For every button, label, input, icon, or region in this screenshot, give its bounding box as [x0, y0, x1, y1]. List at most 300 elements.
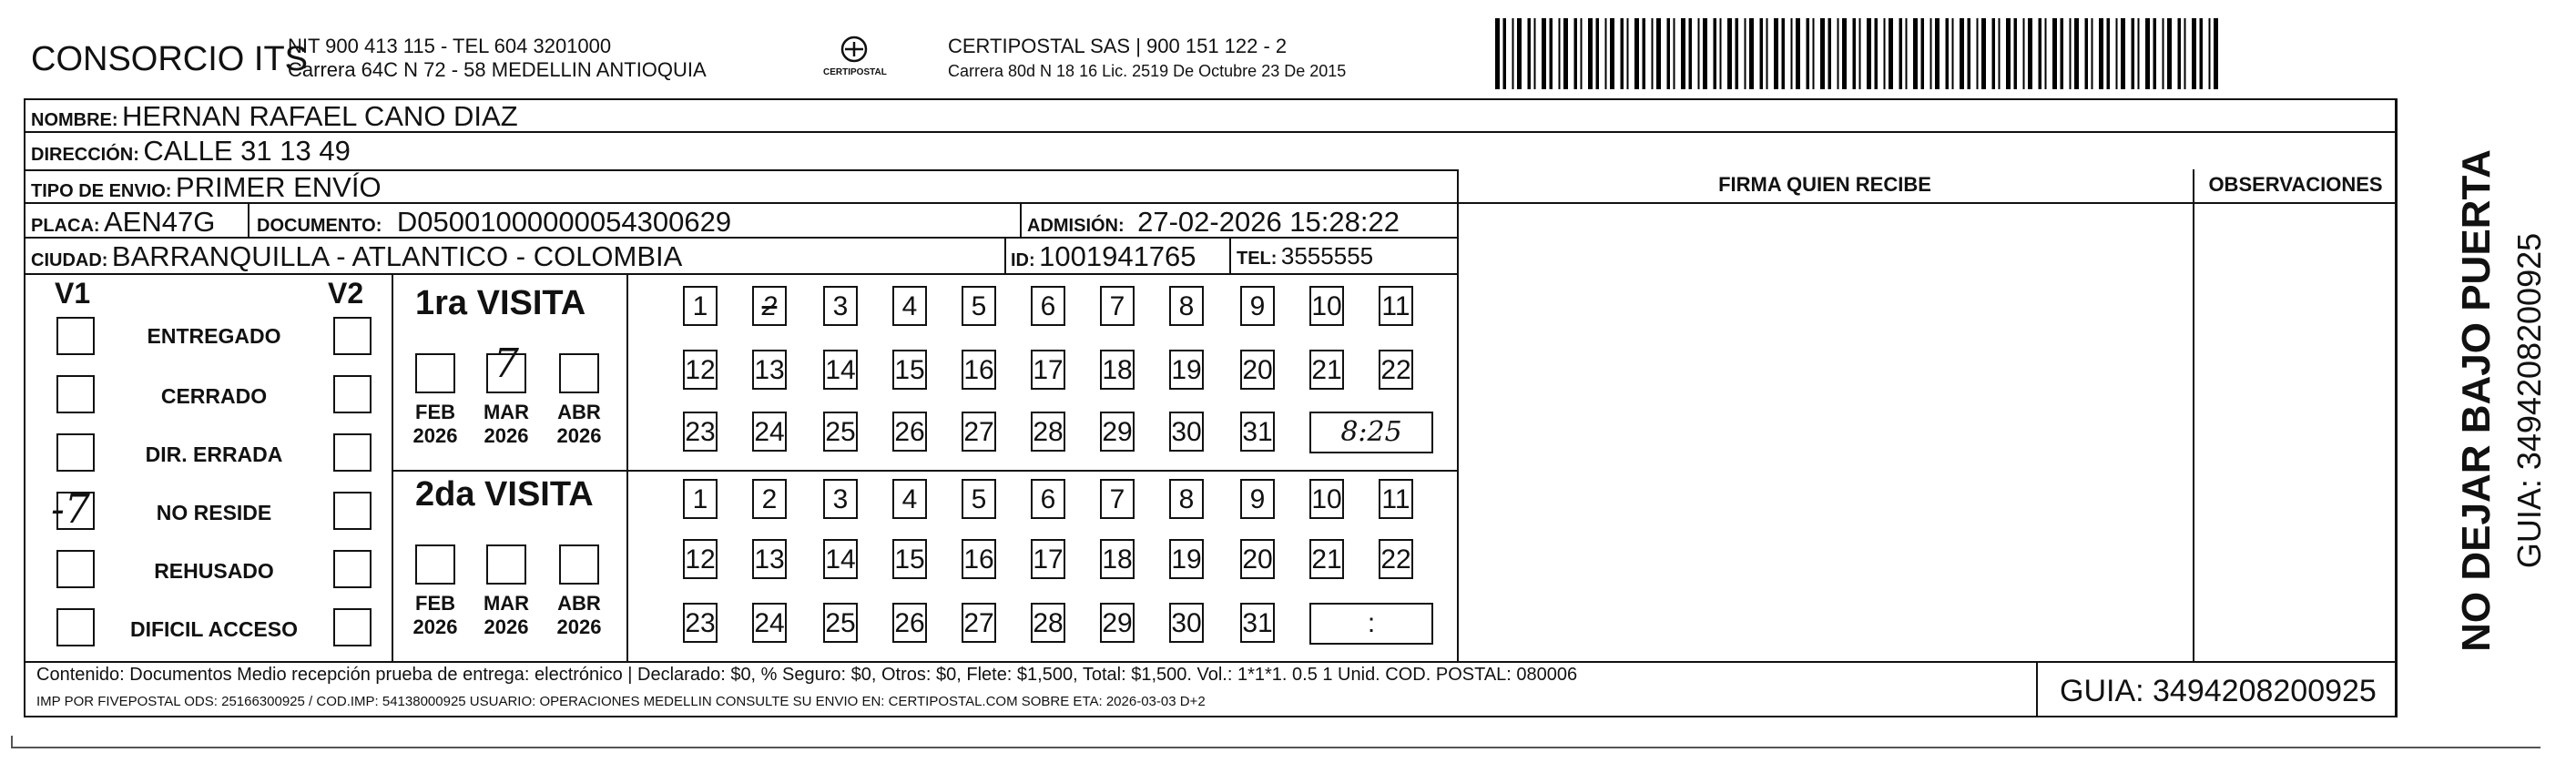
- visit2-day-number: 5: [971, 484, 987, 514]
- v1-checkbox[interactable]: [56, 317, 95, 355]
- barcode-bar: [1627, 18, 1629, 89]
- visit1-day-number: 23: [685, 417, 716, 447]
- visit2-day-number: 24: [754, 608, 785, 638]
- barcode-bar: [2070, 18, 2072, 89]
- visit2-day-number: 21: [1311, 544, 1342, 575]
- visit1-day-box[interactable]: [823, 350, 858, 390]
- plate-value: AEN47G: [104, 206, 216, 238]
- visit1-day-box[interactable]: [962, 286, 996, 326]
- visit1-month-label: [479, 401, 534, 448]
- barcode-bar: [1791, 18, 1793, 89]
- visit1-day-box[interactable]: [1100, 286, 1135, 326]
- visit2-day-box[interactable]: [1309, 539, 1344, 579]
- signature-area[interactable]: [1459, 204, 2193, 661]
- visit1-day-box[interactable]: [1379, 286, 1413, 326]
- visit2-day-number: 31: [1242, 608, 1273, 638]
- barcode-bar: [2200, 18, 2204, 89]
- visit1-day-number: 8: [1178, 291, 1195, 321]
- visit1-month-mark: 7: [494, 341, 519, 387]
- visit1-month-name: ABR: [557, 401, 601, 423]
- v2-checkbox[interactable]: [333, 550, 372, 588]
- visit1-month-checkbox[interactable]: [559, 353, 599, 393]
- visit2-day-box[interactable]: [892, 603, 927, 643]
- side-notice: NO DEJAR BAJO PUERTA: [2454, 149, 2499, 652]
- visit2-day-box[interactable]: [962, 603, 996, 643]
- barcode-bar: [1588, 18, 1593, 89]
- barcode-bar: [1559, 18, 1561, 89]
- visit2-day-box[interactable]: [1100, 603, 1135, 643]
- barcode-bar: [1621, 18, 1624, 89]
- visit2-day-number: 22: [1380, 544, 1411, 575]
- visit2-day-number: 25: [825, 608, 856, 638]
- barcode-bar: [1820, 18, 1825, 89]
- visit1-day-number: 3: [832, 291, 849, 321]
- barcode-bar: [1838, 18, 1839, 89]
- visit2-day-box[interactable]: [1169, 479, 1204, 519]
- visit2-day-number: 20: [1242, 544, 1273, 575]
- barcode-bar: [2006, 18, 2011, 89]
- visit1-day-number: 15: [894, 355, 925, 385]
- barcode-bar: [1652, 18, 1654, 89]
- barcode-bar: [2145, 18, 2150, 89]
- barcode-bar: [1643, 18, 1646, 89]
- visit2-day-box[interactable]: [1240, 479, 1275, 519]
- visit2-day-number: 9: [1249, 484, 1266, 514]
- visit1-day-box[interactable]: [1100, 350, 1135, 390]
- visit2-day-number: 16: [963, 544, 994, 575]
- barcode-bar: [1727, 18, 1732, 89]
- v1-check-mark: -7: [51, 486, 90, 533]
- visit2-month-checkbox[interactable]: [559, 544, 599, 585]
- visit2-month-checkbox[interactable]: [486, 544, 526, 585]
- visit1-day-box[interactable]: [752, 412, 787, 452]
- address-label: DIRECCIÓN:: [31, 145, 139, 165]
- barcode-bar: [2132, 18, 2135, 89]
- barcode-bar: [1935, 18, 1940, 89]
- visit2-day-number: 28: [1033, 608, 1064, 638]
- visit1-day-number: 6: [1040, 291, 1056, 321]
- barcode-bar: [2163, 18, 2164, 89]
- visit2-day-number: 11: [1381, 484, 1410, 514]
- visit1-day-number: 18: [1102, 355, 1133, 385]
- visit1-month-checkbox[interactable]: [486, 341, 526, 393]
- visit2-day-number: 18: [1102, 544, 1133, 575]
- visit2-day-number: 4: [901, 484, 918, 514]
- barcode-bar: [1842, 18, 1847, 89]
- admission-field: [1027, 206, 1400, 239]
- form-shadow: [11, 736, 2540, 748]
- visit2-title: 2da VISITA: [415, 475, 594, 514]
- rule: [2036, 661, 2038, 717]
- name-value: HERNAN RAFAEL CANO DIAZ: [122, 100, 518, 132]
- visit1-day-box[interactable]: [1169, 412, 1204, 452]
- barcode-bar: [1867, 18, 1871, 89]
- visit2-day-number: 15: [894, 544, 925, 575]
- barcode-bar: [1534, 18, 1536, 89]
- barcode-bar: [1921, 18, 1925, 89]
- v1-label: V1: [55, 277, 91, 310]
- visit1-day-number: 17: [1033, 355, 1064, 385]
- visit1-day-number: 11: [1381, 291, 1410, 321]
- visit1-day-number: 25: [825, 417, 856, 447]
- visit1-day-number: 27: [963, 417, 994, 447]
- barcode-bar: [1807, 18, 1810, 89]
- barcode-bar: [1698, 18, 1700, 89]
- barcode-bar: [1968, 18, 1971, 89]
- barcode-bar: [1952, 18, 1954, 89]
- visit2-day-number: 13: [754, 544, 785, 575]
- visit1-day-box[interactable]: [1240, 350, 1275, 390]
- visit1-day-number: 10: [1311, 291, 1342, 321]
- visit1-day-number: 5: [971, 291, 987, 321]
- visit1-month-year: 2026: [556, 424, 602, 447]
- barcode-bar: [2178, 18, 2182, 89]
- barcode-bar: [1760, 18, 1764, 89]
- carrier-line-1: CERTIPOSTAL SAS | 900 151 122 - 2: [948, 35, 1288, 57]
- document-label: DOCUMENTO:: [257, 216, 382, 236]
- city-label: CIUDAD:: [31, 250, 108, 270]
- barcode-bar: [1745, 18, 1746, 89]
- visit1-day-box[interactable]: [892, 286, 927, 326]
- document-field: [257, 206, 731, 239]
- barcode-bar: [1512, 18, 1514, 89]
- visit2-day-box[interactable]: [1100, 539, 1135, 579]
- barcode-bar: [1774, 18, 1778, 89]
- barcode-bar: [1930, 18, 1932, 89]
- barcode-bar: [1977, 18, 1979, 89]
- document-value: D050010000000543006​29: [396, 206, 732, 238]
- visit1-day-number: 20: [1242, 355, 1273, 385]
- barcode-bar: [2028, 18, 2032, 89]
- visit1-month-year: 2026: [412, 424, 458, 447]
- visit2-day-number: 6: [1040, 484, 1056, 514]
- visit2-time-value: :: [1367, 608, 1376, 638]
- barcode-bar: [2045, 18, 2047, 89]
- barcode-bar: [1999, 18, 2001, 89]
- visit2-day-number: 30: [1171, 608, 1202, 638]
- visit1-day-box[interactable]: [1031, 412, 1065, 452]
- visit1-day-box[interactable]: [1240, 286, 1275, 326]
- visit2-month-year: 2026: [484, 615, 529, 638]
- barcode-bar: [1574, 18, 1578, 89]
- visit2-day-number: 1: [692, 484, 708, 514]
- visit1-day-box[interactable]: [752, 286, 787, 326]
- v1-checkbox[interactable]: [51, 486, 95, 533]
- barcode-bar: [1714, 18, 1717, 89]
- visit2-day-box[interactable]: [892, 539, 927, 579]
- barcode: [1493, 18, 2222, 89]
- barcode-bar: [2039, 18, 2042, 89]
- plate-label: PLACA:: [31, 216, 100, 236]
- visit2-day-box[interactable]: [683, 603, 718, 643]
- barcode-bar: [1517, 18, 1522, 89]
- barcode-bar: [2092, 18, 2093, 89]
- visit2-day-number: 14: [825, 544, 856, 575]
- barcode-bar: [1736, 18, 1739, 89]
- visit1-day-box[interactable]: [823, 286, 858, 326]
- barcode-bar: [1796, 18, 1800, 89]
- visit2-day-number: 27: [963, 608, 994, 638]
- rule: [248, 202, 249, 237]
- visit1-day-number: 9: [1249, 291, 1266, 321]
- barcode-bar: [2153, 18, 2157, 89]
- visit1-day-box[interactable]: [962, 350, 996, 390]
- status-option-label: REHUSADO: [154, 559, 274, 583]
- visit2-month-label: [479, 592, 534, 639]
- v2-checkbox[interactable]: [333, 608, 372, 646]
- rule: [1020, 202, 1022, 237]
- barcode-bar: [1596, 18, 1600, 89]
- certipostal-logo-text: CERTIPOSTAL: [823, 67, 887, 77]
- visit2-month-name: FEB: [415, 592, 455, 615]
- visit1-day-number: 2: [761, 291, 778, 321]
- visit2-day-box[interactable]: [823, 479, 858, 519]
- visit1-day-number: 19: [1171, 355, 1202, 385]
- visit1-day-box[interactable]: [752, 350, 787, 390]
- barcode-bar: [1889, 18, 1893, 89]
- visit1-day-box[interactable]: [823, 412, 858, 452]
- visit1-day-box[interactable]: [683, 350, 718, 390]
- visit1-day-number: 4: [901, 291, 918, 321]
- visit2-day-box[interactable]: [962, 479, 996, 519]
- barcode-bar: [2085, 18, 2089, 89]
- visit2-day-box[interactable]: [1309, 479, 1344, 519]
- v1-checkbox[interactable]: [56, 433, 95, 472]
- barcode-bar: [1859, 18, 1861, 89]
- visit1-day-number: 30: [1171, 417, 1202, 447]
- barcode-bar: [2121, 18, 2125, 89]
- phone-value: 3555555: [1280, 242, 1374, 270]
- visit1-day-number: 13: [754, 355, 785, 385]
- visit2-day-box[interactable]: [1169, 603, 1204, 643]
- barcode-bar: [2116, 18, 2118, 89]
- visit2-day-box[interactable]: [1240, 603, 1275, 643]
- visit1-month-name: MAR: [483, 401, 530, 423]
- shipment-type-label: TIPO DE ENVIO:: [31, 181, 172, 201]
- barcode-bar: [1906, 18, 1908, 89]
- visit2-day-box[interactable]: [1031, 603, 1065, 643]
- visit1-day-box[interactable]: [1169, 350, 1204, 390]
- certipostal-logo: [823, 33, 887, 84]
- visit1-day-box[interactable]: [1031, 350, 1065, 390]
- barcode-bar: [1981, 18, 1986, 89]
- barcode-bar: [1581, 18, 1583, 89]
- visit1-time-box[interactable]: [1309, 412, 1433, 453]
- barcode-bar: [2107, 18, 2111, 89]
- barcode-bar: [2138, 18, 2140, 89]
- address-field: [31, 135, 351, 168]
- barcode-bar: [1767, 18, 1768, 89]
- visit1-month-label: [408, 401, 463, 448]
- visit2-month-label: [408, 592, 463, 639]
- rule: [392, 470, 1458, 472]
- visit1-day-number: 12: [685, 355, 716, 385]
- barcode-bar: [1674, 18, 1675, 89]
- visit2-day-box[interactable]: [1169, 539, 1204, 579]
- visit2-day-number: 26: [894, 608, 925, 638]
- status-option-label: DIR. ERRADA: [145, 443, 283, 466]
- barcode-bar: [2184, 18, 2186, 89]
- recipient-name-field: [31, 100, 518, 133]
- visit2-month-year: 2026: [412, 615, 458, 638]
- visit1-day-box[interactable]: [1309, 350, 1344, 390]
- barcode-bar: [1720, 18, 1722, 89]
- signature-header: FIRMA QUIEN RECIBE: [1718, 173, 1931, 196]
- barcode-bar: [1610, 18, 1614, 89]
- barcode-bar: [2014, 18, 2018, 89]
- visit1-day-number: 14: [825, 355, 856, 385]
- barcode-bar: [1689, 18, 1693, 89]
- id-label: ID:: [1011, 250, 1035, 270]
- visit2-day-number: 23: [685, 608, 716, 638]
- visit2-day-box[interactable]: [1240, 539, 1275, 579]
- barcode-bar: [1503, 18, 1507, 89]
- barcode-bar: [1634, 18, 1639, 89]
- id-field: [1011, 240, 1196, 273]
- visit2-month-checkbox[interactable]: [415, 544, 455, 585]
- name-label: NOMBRE:: [31, 110, 118, 130]
- visit2-day-box[interactable]: [962, 539, 996, 579]
- status-option-label: NO RESIDE: [156, 501, 272, 524]
- rule: [24, 273, 1458, 275]
- barcode-bar: [1528, 18, 1532, 89]
- visit2-day-number: 17: [1033, 544, 1064, 575]
- visit2-day-number: 12: [685, 544, 716, 575]
- rule: [1004, 237, 1006, 273]
- barcode-bar: [1656, 18, 1661, 89]
- visit1-time-value: 8:25: [1340, 416, 1402, 448]
- barcode-bar: [1875, 18, 1879, 89]
- visit2-day-number: 7: [1109, 484, 1125, 514]
- footer-print-line: IMP POR FIVEPOSTAL ODS: 25166300925 / COD.IMP: 54138000925 USUARIO: OPERACIONES MEDELLIN CONSULTE SU ENVIO EN: CERTIPOSTAL.COM SOBRE ETA: 2026-03-03 D+2: [36, 694, 1206, 709]
- barcode-bar: [1703, 18, 1707, 89]
- rule: [392, 273, 393, 662]
- visit1-day-box[interactable]: [962, 412, 996, 452]
- visit1-month-checkbox[interactable]: [415, 353, 455, 393]
- visit2-day-box[interactable]: [823, 603, 858, 643]
- status-option-label: CERRADO: [160, 384, 268, 408]
- city-field: [31, 240, 682, 273]
- barcode-bar: [1563, 18, 1568, 89]
- barcode-bar: [1749, 18, 1754, 89]
- v1-checkbox[interactable]: [56, 550, 95, 588]
- admission-label: ADMISIÓN:: [1027, 216, 1125, 236]
- company-name: CONSORCIO ITS: [31, 40, 309, 78]
- barcode-bar: [1550, 18, 1553, 89]
- barcode-bar: [2209, 18, 2211, 89]
- barcode-bar: [1667, 18, 1671, 89]
- rule: [626, 273, 628, 662]
- observations-area[interactable]: [2194, 204, 2396, 661]
- visit1-month-name: FEB: [415, 401, 455, 423]
- barcode-bar: [1899, 18, 1903, 89]
- visit2-day-box[interactable]: [1379, 539, 1413, 579]
- v2-checkbox[interactable]: [333, 375, 372, 413]
- visit1-day-number: 16: [963, 355, 994, 385]
- visit1-day-box[interactable]: [892, 350, 927, 390]
- barcode-bar: [1542, 18, 1546, 89]
- barcode-bar: [1960, 18, 1964, 89]
- barcode-bar: [1828, 18, 1832, 89]
- visit1-day-number: 28: [1033, 417, 1064, 447]
- barcode-bar: [2052, 18, 2057, 89]
- carrier-line-2: Carrera 80d N 18 16 Lic. 2519 De Octubre 23 De 2015: [948, 62, 1347, 80]
- footer-guia: GUIA: 3494208200925: [2060, 674, 2377, 708]
- visit2-day-box[interactable]: [752, 603, 787, 643]
- visit2-day-box[interactable]: [683, 479, 718, 519]
- rule: [1229, 237, 1231, 273]
- shipment-type-value: PRIMER ENVÍO: [175, 171, 382, 203]
- visit2-month-year: 2026: [556, 615, 602, 638]
- visit2-day-box[interactable]: [752, 539, 787, 579]
- city-value: BARRANQUILLA - ATLANTICO - COLOMBIA: [111, 240, 683, 272]
- visit1-day-box[interactable]: [1169, 286, 1204, 326]
- v2-checkbox[interactable]: [333, 317, 372, 355]
- visit1-day-box[interactable]: [892, 412, 927, 452]
- visit1-day-box[interactable]: [683, 412, 718, 452]
- visit1-day-box[interactable]: [1031, 286, 1065, 326]
- visit1-day-number: 24: [754, 417, 785, 447]
- visit2-month-name: ABR: [557, 592, 601, 615]
- visit2-day-box[interactable]: [892, 479, 927, 519]
- visit1-title: 1ra VISITA: [415, 284, 586, 322]
- visit1-day-box[interactable]: [1100, 412, 1135, 452]
- barcode-bar: [1495, 18, 1500, 89]
- visit2-day-number: 29: [1102, 608, 1133, 638]
- side-guia: GUIA: 3494208200925: [2510, 232, 2548, 569]
- v1-checkbox[interactable]: [56, 608, 95, 646]
- shipment-type-field: [31, 171, 382, 204]
- visit2-time-box[interactable]: [1309, 603, 1433, 645]
- visit1-day-box[interactable]: [683, 286, 718, 326]
- status-option-label: ENTREGADO: [147, 324, 281, 348]
- barcode-bar: [2214, 18, 2218, 89]
- barcode-bar: [2167, 18, 2172, 89]
- visit1-day-number: 1: [692, 291, 708, 321]
- barcode-bar: [2023, 18, 2025, 89]
- barcode-bar: [2099, 18, 2103, 89]
- visit2-day-box[interactable]: [683, 539, 718, 579]
- visit1-day-number: 29: [1102, 417, 1133, 447]
- barcode-bar: [1913, 18, 1918, 89]
- visit1-day-box[interactable]: [1240, 412, 1275, 452]
- v2-checkbox[interactable]: [333, 433, 372, 472]
- barcode-bar: [1853, 18, 1857, 89]
- visit1-day-number: 26: [894, 417, 925, 447]
- barcode-bar: [1813, 18, 1815, 89]
- visit2-day-box[interactable]: [823, 539, 858, 579]
- visit2-day-box[interactable]: [752, 479, 787, 519]
- visit2-month-label: [552, 592, 606, 639]
- rule: [24, 661, 2397, 663]
- v1-checkbox[interactable]: [56, 375, 95, 413]
- visit1-day-box[interactable]: [1309, 286, 1344, 326]
- visit1-day-box[interactable]: [1379, 350, 1413, 390]
- visit2-day-box[interactable]: [1031, 479, 1065, 519]
- observations-header: OBSERVACIONES: [2208, 173, 2383, 196]
- company-line-1: NIT 900 413 115 - TEL 604 3201000: [288, 35, 612, 57]
- visit1-month-year: 2026: [484, 424, 529, 447]
- visit2-day-box[interactable]: [1379, 479, 1413, 519]
- barcode-bar: [1884, 18, 1886, 89]
- status-option-label: DIFICIL ACCESO: [129, 617, 298, 641]
- visit2-day-box[interactable]: [1100, 479, 1135, 519]
- id-value: 1001941765: [1039, 240, 1196, 272]
- visit2-day-box[interactable]: [1031, 539, 1065, 579]
- v2-checkbox[interactable]: [333, 492, 372, 530]
- barcode-bar: [1946, 18, 1950, 89]
- phone-label: TEL:: [1237, 249, 1278, 269]
